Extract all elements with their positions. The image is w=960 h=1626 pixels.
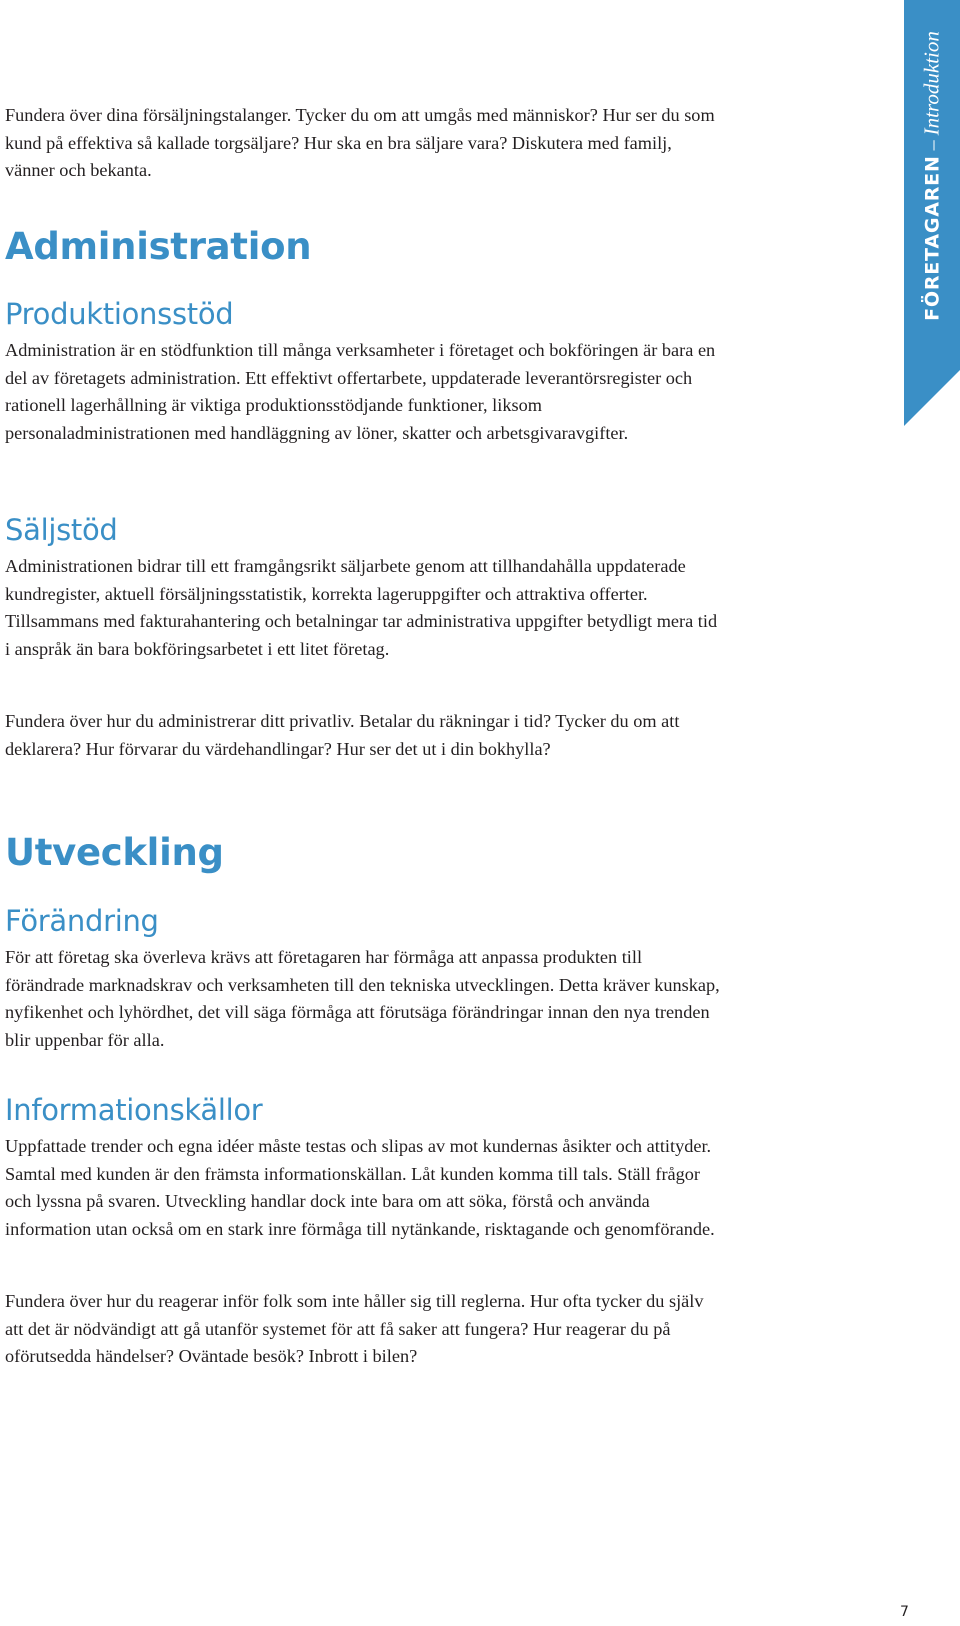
chapter-tab-dash: – bbox=[921, 140, 944, 151]
heading-forandring: Förändring bbox=[5, 904, 159, 938]
page-number: 7 bbox=[900, 1604, 909, 1620]
forandring-paragraph: För att företag ska överleva krävs att företagaren har förmåga att anpassa produkten till förändrade marknadskrav och verksamheten till den tekniska utvecklingen. Detta kräver kunskap, nyfikenhet och lyhördhet, det vill säga förmåga att förutsäga förändringar innan den nya trenden blir uppenbar för alla. bbox=[5, 947, 720, 1050]
produktionsstod-paragraph: Administration är en stödfunktion till många verksamheter i företaget och bokföringen är bara en del av företagets administration. Ett effektivt offertarbete, uppdaterade leverantörsregister och rationell lagerhållning är viktiga produktionsstödjande funktioner, liksom personaladministrationen med handläggning av löner, skatter och arbetsgivaravgifter. bbox=[5, 340, 716, 443]
chapter-tab-subtitle: Introduktion bbox=[919, 31, 944, 136]
chapter-tab-title: FÖRETAGAREN bbox=[921, 155, 944, 321]
intro-question-paragraph: Fundera över dina försäljningstalanger. Tycker du om att umgås med människor? Hur ser du som kund på effektiva så kallade torgsäljare? Hur ska en bra säljare vara? Diskutera med familj, vänner och bekanta. bbox=[5, 105, 715, 181]
heading-informationskallor: Informationskällor bbox=[5, 1093, 263, 1127]
saljstod-question-paragraph: Fundera över hur du administrerar ditt privatliv. Betalar du räkningar i tid? Tycker du om att deklarera? Hur förvarar du värdehandlingar? Hur ser det ut i din bokhylla? bbox=[5, 711, 680, 759]
saljstod-paragraph: Administrationen bidrar till ett framgångsrikt säljarbete genom att tillhandahålla uppdaterade kundregister, aktuell försäljningsstatistik, korrekta lageruppgifter och attraktiva offerter. Tillsammans med fakturahantering och betalningar tar administrativa uppgifter betydligt mera tid i anspråk än bara bokföringsarbetet i ett litet företag. bbox=[5, 556, 718, 659]
heading-saljstod: Säljstöd bbox=[5, 513, 118, 547]
chapter-tab-label bbox=[920, 31, 945, 321]
informationskallor-paragraph: Uppfattade trender och egna idéer måste testas och slipas av mot kundernas åsikter och attityder. Samtal med kunden är den främsta informationskällan. Låt kunden komma till tals. Ställ frågor och lyssna på svaren. Utveckling handlar dock inte bara om att söka, förstå och använda information utan också om en stark inre förmåga till nytänkande, risktagande och genomförande. bbox=[5, 1136, 715, 1239]
heading-produktionsstod: Produktionsstöd bbox=[5, 297, 234, 331]
heading-administration: Administration bbox=[5, 225, 312, 268]
informationskallor-question-paragraph: Fundera över hur du reagerar inför folk som inte håller sig till reglerna. Hur ofta tycker du själv att det är nödvändigt att gå utanför systemet för att få saker att fungera? Hur reagerar du på oförutsedda händelser? Oväntade besök? Inbrott i bilen? bbox=[5, 1291, 704, 1367]
heading-utveckling: Utveckling bbox=[5, 831, 224, 874]
